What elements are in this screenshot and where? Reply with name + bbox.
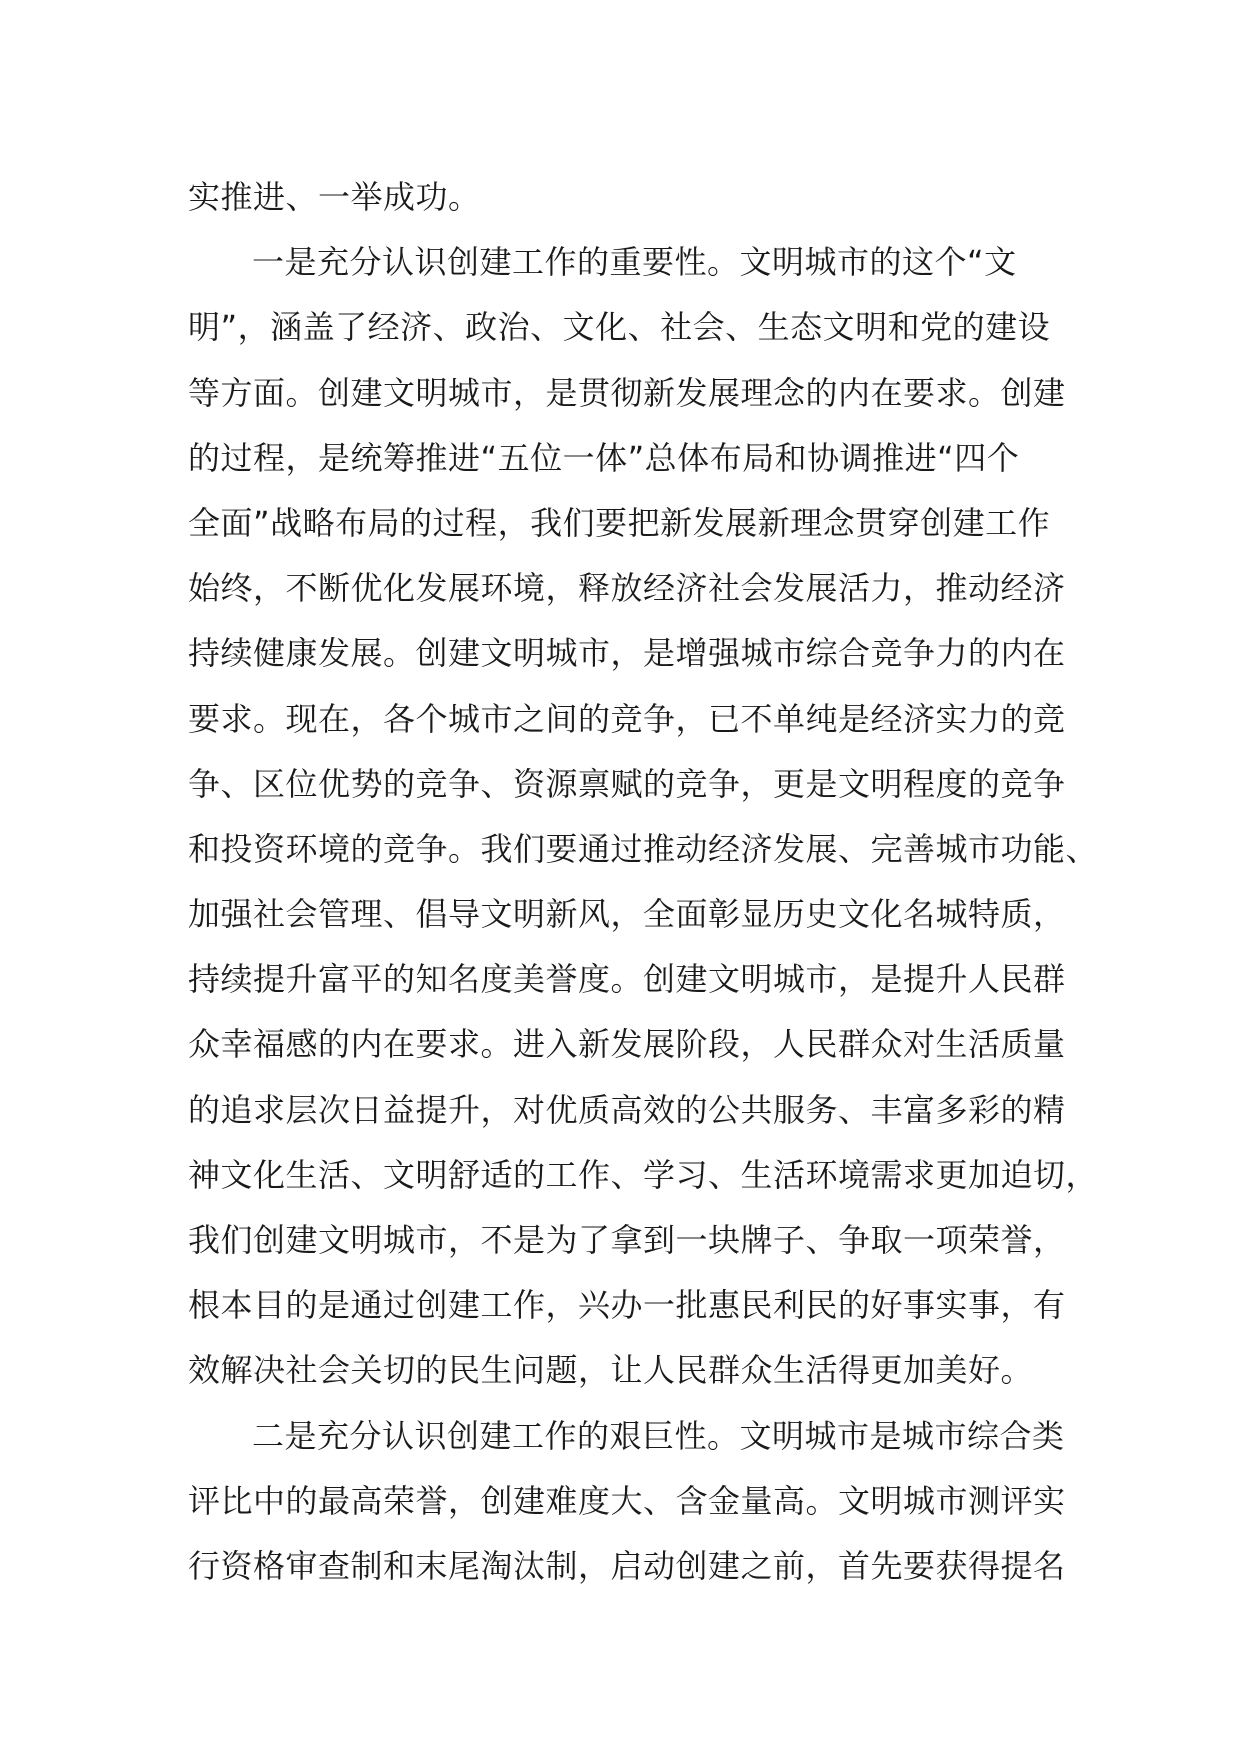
text-line: 和投资环境的竞争。我们要通过推动经济发展、完善城市功能、 — [188, 829, 1099, 868]
text-line: 二是充分认识创建工作的艰巨性。文明城市是城市综合类 — [252, 1416, 1065, 1455]
text-line: 争、区位优势的竞争、资源禀赋的竞争，更是文明程度的竞争 — [188, 764, 1066, 803]
body-text — [188, 165, 1099, 1599]
text-line: 加强社会管理、倡导文明新风，全面彰显历史文化名城特质， — [188, 895, 1066, 934]
text-line: 要求。现在，各个城市之间的竞争，已不单纯是经济实力的竞 — [188, 699, 1066, 738]
text-line: 始终，不断优化发展环境，释放经济社会发展活力，推动经济 — [188, 569, 1066, 608]
text-line: 等方面。创建文明城市，是贯彻新发展理念的内在要求。创建 — [188, 373, 1066, 412]
text-line: 一是充分认识创建工作的重要性。文明城市的这个“文 — [252, 243, 1017, 282]
text-line: 持续提升富平的知名度美誉度。创建文明城市，是提升人民群 — [188, 960, 1066, 999]
text-line: 评比中的最高荣誉，创建难度大、含金量高。文明城市测评实 — [188, 1481, 1066, 1520]
text-line: 我们创建文明城市，不是为了拿到一块牌子、争取一项荣誉， — [188, 1221, 1066, 1259]
text-line: 根本目的是通过创建工作，兴办一批惠民利民的好事实事，有 — [188, 1286, 1066, 1325]
text-line: 全面”战略布局的过程，我们要把新发展新理念贯穿创建工作 — [188, 503, 1051, 542]
text-line: 众幸福感的内在要求。进入新发展阶段，人民群众对生活质量 — [188, 1025, 1066, 1064]
text-line: 神文化生活、文明舒适的工作、学习、生活环境需求更加迫切， — [188, 1155, 1099, 1194]
text-line: 效解决社会关切的民生问题，让人民群众生活得更加美好。 — [188, 1351, 1034, 1390]
text-line: 实推进、一举成功。 — [188, 178, 481, 216]
text-line: 行资格审查制和末尾淘汰制，启动创建之前，首先要获得提名 — [188, 1546, 1066, 1585]
text-line: 明”，涵盖了经济、政治、文化、社会、生态文明和党的建设 — [188, 308, 1051, 347]
text-line: 的过程，是统筹推进“五位一体”总体布局和协调推进“四个 — [188, 438, 1020, 477]
text-line: 持续健康发展。创建文明城市，是增强城市综合竞争力的内在 — [188, 634, 1066, 673]
text-line: 的追求层次日益提升，对优质高效的公共服务、丰富多彩的精 — [188, 1090, 1066, 1129]
